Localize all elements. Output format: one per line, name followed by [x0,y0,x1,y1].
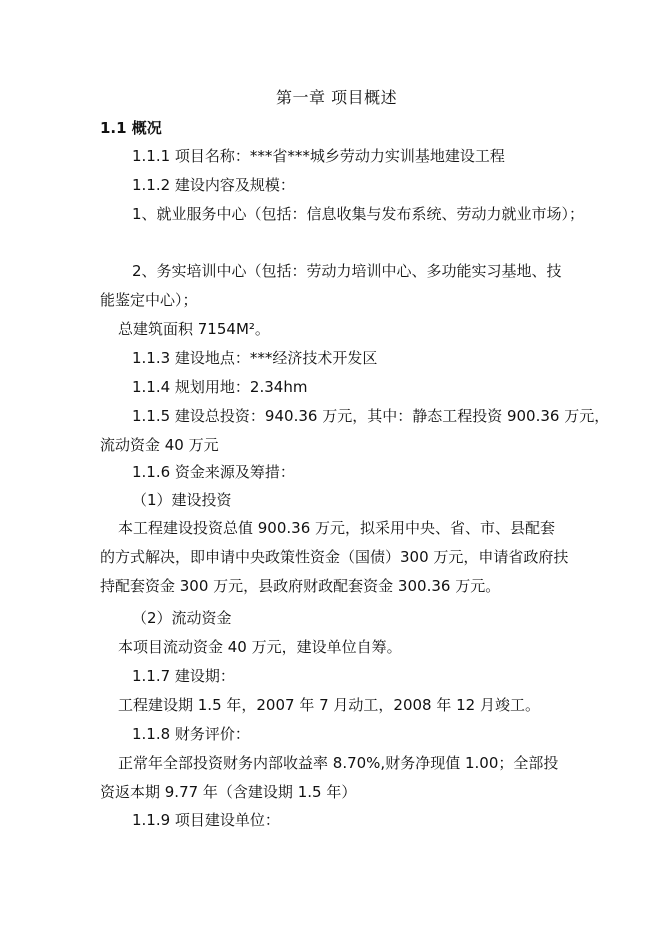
paragraph-line-11: 1.1.6 资金来源及筹措： [132,463,295,481]
paragraph-line-1: 1.1.1 项目名称：***省***城乡劳动力实训基地建设工程 [132,147,505,165]
paragraph-line-13: 本工程建设投资总值 900.36 万元，拟采用中央、省、市、县配套 [118,519,556,537]
paragraph-line-22: 资返本期 9.77 年（含建设期 1.5 年） [100,783,357,801]
paragraph-line-7: 1.1.3 建设地点：***经济技术开发区 [132,349,378,367]
paragraph-line-17: 本项目流动资金 40 万元，建设单位自筹。 [118,638,402,656]
paragraph-line-6: 总建筑面积 7154M²。 [118,320,270,338]
paragraph-line-10: 流动资金 40 万元 [100,436,219,454]
paragraph-line-15: 持配套资金 300 万元，县政府财政配套资金 300.36 万元。 [100,577,501,595]
paragraph-line-14: 的方式解决，即申请中央政策性资金（国债）300 万元，申请省政府扶 [100,548,569,566]
paragraph-line-8: 1.1.4 规划用地：2.34hm [132,378,308,396]
paragraph-line-16: （2）流动资金 [132,609,232,627]
paragraph-line-5: 能鉴定中心）； [100,291,198,309]
paragraph-line-19: 工程建设期 1.5 年，2007 年 7 月动工，2008 年 12 月竣工。 [118,696,540,714]
paragraph-line-20: 1.1.8 财务评价： [132,725,250,743]
chapter-title: 第一章 项目概述 [276,88,398,107]
paragraph-line-3: 1、就业服务中心（包括：信息收集与发布系统、劳动力就业市场）； [132,205,585,223]
section-heading: 1.1 概况 [100,119,162,137]
paragraph-line-12: （1）建设投资 [132,491,232,509]
paragraph-line-21: 正常年全部投资财务内部收益率 8.70%,财务净现值 1.00；全部投 [118,754,559,772]
paragraph-line-18: 1.1.7 建设期： [132,667,235,685]
paragraph-line-23: 1.1.9 项目建设单位： [132,811,280,829]
paragraph-line-9: 1.1.5 建设总投资：940.36 万元，其中：静态工程投资 900.36 万元， [132,407,610,425]
paragraph-line-2: 1.1.2 建设内容及规模： [132,176,295,194]
paragraph-line-4: 2、务实培训中心（包括：劳动力培训中心、多功能实习基地、技 [132,262,562,280]
